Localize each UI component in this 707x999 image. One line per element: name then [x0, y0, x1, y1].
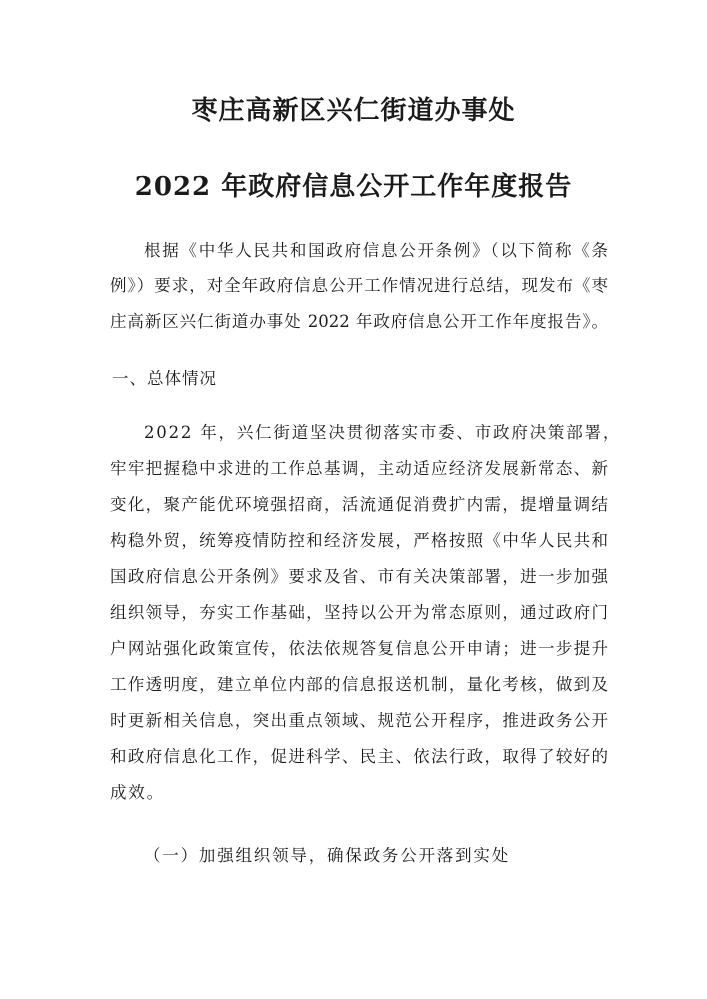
body-paragraph-line: 工作透明度，建立单位内部的信息报送机制，量化考核，做到及 — [110, 675, 608, 694]
body-paragraph-line: 2022 年，兴仁街道坚决贯彻落实市委、市政府决策部署， — [144, 423, 622, 442]
body-paragraph-line: 成效。 — [110, 783, 165, 802]
body-paragraph-line: 变化，聚产能优环境强招商，活流通促消费扩内需，提增量调结 — [110, 495, 608, 514]
body-paragraph-line: 国政府信息公开条例》要求及省、市有关决策部署，进一步加强 — [110, 567, 608, 586]
document-title-line-1: 枣庄高新区兴仁街道办事处 — [191, 96, 516, 126]
body-paragraph-line: 组织领导，夯实工作基础，坚持以公开为常态原则，通过政府门 — [110, 603, 608, 622]
body-paragraph-line: 牢牢把握稳中求进的工作总基调，主动适应经济发展新常态、新 — [110, 459, 608, 478]
section-heading: 一、总体情况 — [112, 369, 217, 388]
intro-paragraph-line: 庄高新区兴仁街道办事处 2022 年政府信息公开工作年度报告》。 — [110, 312, 608, 331]
body-paragraph-line: 户网站强化政策宣传，依法依规答复信息公开申请；进一步提升 — [110, 639, 608, 658]
intro-paragraph-line: 例》）要求，对全年政府信息公开工作情况进行总结，现发布《枣 — [110, 276, 608, 295]
body-paragraph-line: 构稳外贸，统筹疫情防控和经济发展，严格按照《中华人民共和 — [110, 531, 608, 550]
body-paragraph-line: 和政府信息化工作，促进科学、民主、依法行政，取得了较好的 — [110, 747, 608, 766]
intro-paragraph-line: 根据《中华人民共和国政府信息公开条例》（以下简称《条 — [144, 241, 608, 260]
document-title-line-2: 2022 年政府信息公开工作年度报告 — [134, 172, 573, 202]
body-paragraph-line: 时更新相关信息，突出重点领域、规范公开程序，推进政务公开 — [110, 711, 608, 730]
subsection-heading: （一）加强组织领导，确保政务公开落到实处 — [144, 846, 510, 865]
